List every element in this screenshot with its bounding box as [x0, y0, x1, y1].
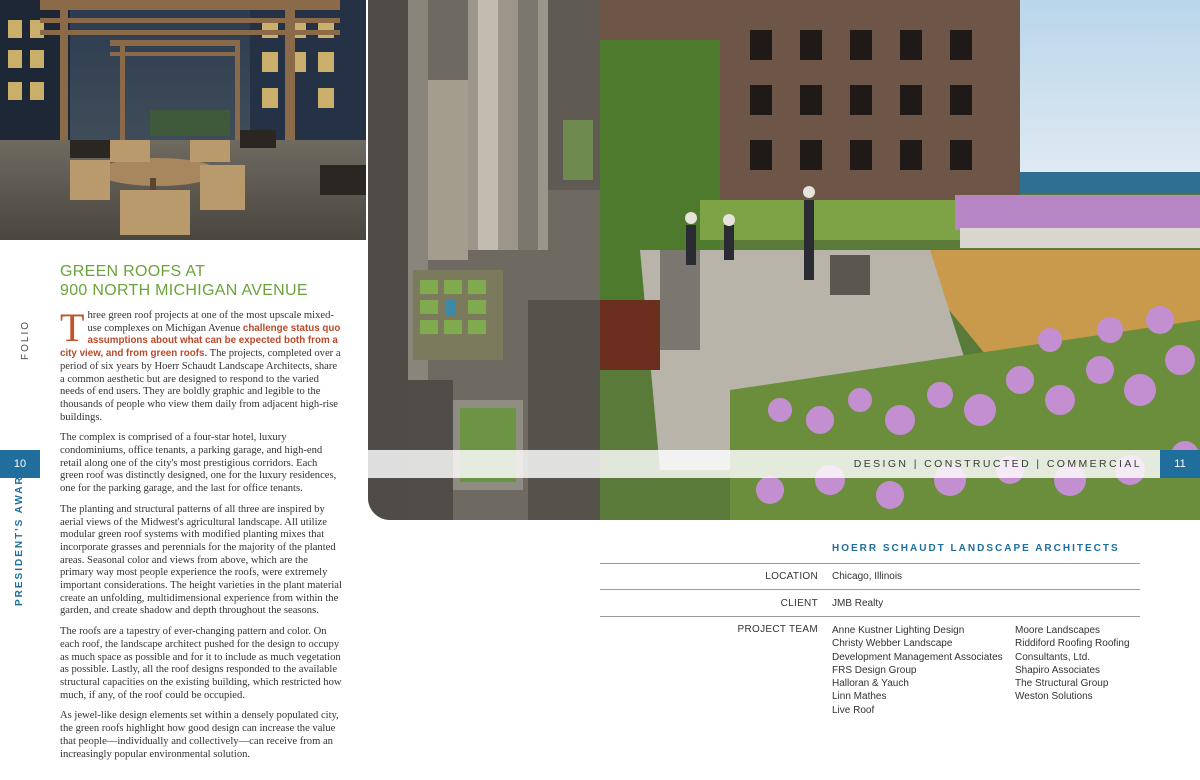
project-team-column-2: [1015, 624, 1130, 704]
project-team-label: PROJECT TEAM: [737, 624, 818, 635]
team-member: FRS Design Group: [832, 664, 917, 676]
team-member: Live Roof: [832, 704, 875, 716]
team-member: Weston Solutions: [1015, 691, 1093, 703]
divider-1: [600, 563, 1140, 564]
highlighted-quote: challenge status quo assumptions about what can be expected both from a city view, and from green roofs.: [60, 322, 341, 360]
paragraph-1-end: The projects, completed over a period of six years by Hoerr Schaudt Landscape Architects, share a common aesthetic but are designed to respond to the varied needs of end users. They are boldly graphic and legible to the thousands of people who view them daily from adjacent high-rise buildings.: [60, 348, 341, 423]
page-number-right: 11: [1160, 450, 1200, 478]
category-band-text: DESIGN | CONSTRUCTED | COMMERCIAL: [853, 458, 1142, 470]
category-band: [368, 450, 1160, 478]
team-member: Linn Mathes: [832, 691, 887, 703]
paragraph-2: The complex is comprised of a four-star hotel, luxury condominiums, office tenants, a parking garage, and high-end retail along one of the city's most prestigious corridors. Each green roof was distinctly designed, one for the luxury residences, one for the parking garage, and the last for office tenants.: [60, 432, 337, 495]
drop-cap: T: [60, 305, 85, 350]
location-value: Chicago, Illinois: [832, 571, 903, 582]
paragraph-4: The roofs are a tapestry of ever-changing pattern and color. On each roof, the landscape architect pushed for the design to occupy as much space as possible and for it to include as much vegetation as possible. Lastly, all the roof designs responded to the available structural capacities on the existing building, which restricted how much, if any, of the roof could be occupied.: [60, 626, 342, 701]
team-member: Christy Webber Landscape: [832, 638, 953, 650]
divider-3: [600, 616, 1140, 617]
project-team-column-1: [832, 624, 1003, 717]
paragraph-1-start: hree green roof projects at one of the most upscale mixed-use complexes on Michigan Avenue: [87, 310, 334, 334]
client-value: JMB Realty: [832, 598, 884, 609]
team-member: Development Management Associates: [832, 651, 1003, 663]
rooftop-garden-photo: [600, 0, 1200, 520]
divider-2: [600, 589, 1140, 590]
team-member: Halloran & Yauch: [832, 678, 909, 690]
team-member: The Structural Group: [1015, 678, 1109, 690]
article-title: [60, 262, 360, 300]
team-member: Moore Landscapes: [1015, 625, 1101, 636]
rooftop-patio-photo: [0, 0, 366, 240]
paragraph-1: [60, 305, 342, 424]
folio-label: FOLIO: [20, 319, 31, 360]
title-line-2: 900 NORTH MICHIGAN AVENUE: [60, 282, 308, 299]
paragraph-3: The planting and structural patterns of all three are inspired by aerial views of the Midwest's agricultural landscape. All utilize modular green roof systems with modified planting mixes that incorporate grasses and perennials for the majority of the planted areas. Seasonal color and views from above, which are the primary way most people experience the roofs, were extremely important considerations. The height varieties in the plant material create an unfolding, multidimensional experience from within the garden, and create shadow and depth throughout the seasons.: [60, 503, 342, 617]
aerial-city-photo: [368, 0, 600, 520]
team-member: Shapiro Associates: [1015, 664, 1101, 676]
team-member: Riddiford Roofing Roofing: [1015, 638, 1130, 650]
team-member: Anne Kustner Lighting Design: [832, 625, 965, 636]
firm-name: HOERR SCHAUDT LANDSCAPE ARCHITECTS: [832, 543, 1120, 554]
article-body: [60, 305, 342, 769]
location-label: LOCATION: [765, 571, 818, 582]
team-member: Consultants, Ltd.: [1015, 651, 1091, 663]
paragraph-5: As jewel-like design elements set within a densely populated city, the green roofs highlight how good design can increase the value that people—individually and collectively—can receive from an increasingly popular environmental solution.: [60, 710, 339, 760]
title-line-1: GREEN ROOFS AT: [60, 263, 206, 280]
page-number-left: 10: [0, 450, 40, 478]
client-label: CLIENT: [780, 598, 818, 609]
section-label: PRESIDENT'S AWARD: [14, 466, 25, 606]
